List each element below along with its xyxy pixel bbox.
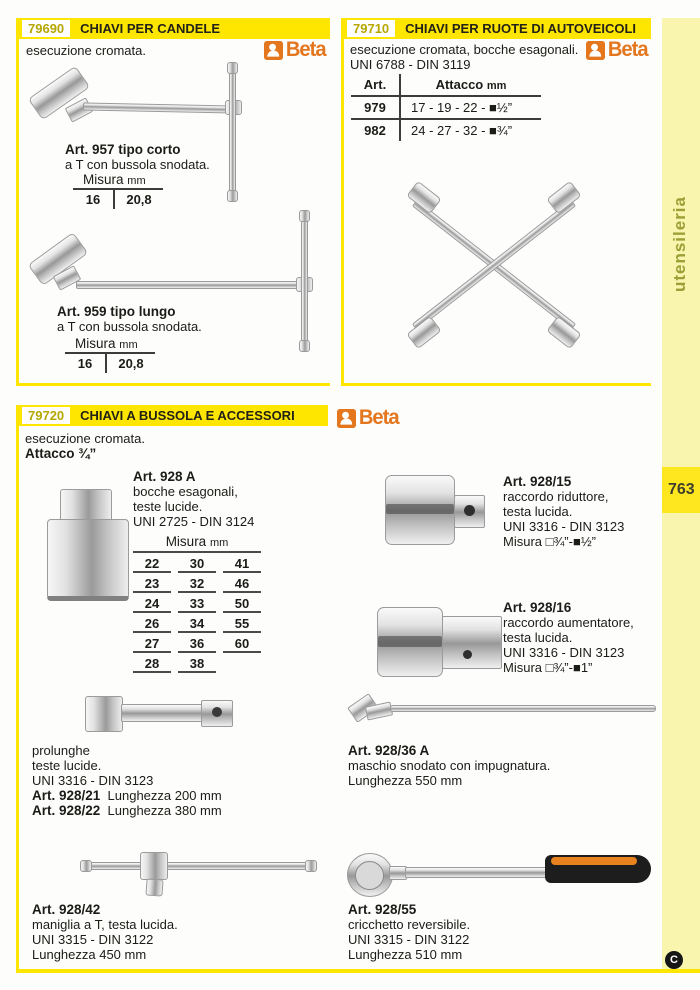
table-row xyxy=(351,97,541,120)
misura-table-959 xyxy=(65,336,155,373)
cell-attacco: 24 - 27 - 32 - ■¾” xyxy=(411,123,513,138)
ratchet-shaft-part xyxy=(405,867,547,878)
misura-value: 20,8 xyxy=(126,192,152,207)
misura-value: 33 xyxy=(178,593,216,613)
beta-icon xyxy=(337,409,356,428)
t-bar-part xyxy=(229,67,236,197)
misura-value: 22 xyxy=(133,553,171,573)
article-description: teste lucide. xyxy=(32,758,102,773)
socket-body-part xyxy=(47,519,129,601)
adapter-band-part xyxy=(386,504,454,514)
section-code: 79720 xyxy=(22,407,70,424)
article-length-row xyxy=(32,788,222,803)
article-norm: UNI 3315 - DIN 3122 xyxy=(348,932,470,947)
misura-value: 41 xyxy=(223,553,261,573)
misura-header xyxy=(65,336,155,354)
product-text-prolunghe xyxy=(32,743,222,818)
article-description: a T con bussola snodata. xyxy=(65,157,210,172)
section-subtitle: esecuzione cromata. xyxy=(26,43,146,58)
misura-value: 38 xyxy=(178,653,216,673)
misura-label: Misura xyxy=(83,172,124,187)
beta-logo xyxy=(586,38,649,62)
article-misura: Misura □¾”-■½” xyxy=(503,534,596,549)
misura-value: 32 xyxy=(178,573,216,593)
attacco-unit: mm xyxy=(486,80,507,92)
misura-values xyxy=(73,190,163,209)
beta-logo xyxy=(337,406,400,430)
socket-top-part xyxy=(60,489,112,523)
article-description: maniglia a T, testa lucida. xyxy=(32,917,178,932)
section-subtitle: esecuzione cromata. xyxy=(25,431,145,446)
misura-value: 20,8 xyxy=(118,356,144,371)
misura-value-empty xyxy=(223,653,261,671)
misura-table-957 xyxy=(73,172,163,209)
cell-attacco: 17 - 19 - 22 - ■½” xyxy=(411,100,513,115)
article-description: raccordo riduttore, xyxy=(503,489,609,504)
page-number-tab: 763 xyxy=(662,467,700,513)
article-number: Art. 959 tipo lungo xyxy=(57,304,176,319)
product-text-92855 xyxy=(348,902,470,962)
misura-value: 50 xyxy=(223,593,261,613)
extension-end-part xyxy=(85,696,123,732)
square-drive-part xyxy=(145,878,163,896)
article-number: Art. 928/21 xyxy=(32,788,101,803)
ratchet-head-inner xyxy=(355,861,384,890)
article-norm: UNI 3316 - DIN 3123 xyxy=(32,773,154,788)
misura-label: Misura xyxy=(75,336,116,351)
article-description: testa lucida. xyxy=(503,504,573,519)
section-norm: UNI 6788 - DIN 3119 xyxy=(350,57,471,72)
table-row xyxy=(351,120,541,141)
misura-value: 27 xyxy=(133,633,171,653)
misura-values xyxy=(65,354,155,373)
side-category-label: utensileria xyxy=(670,196,689,293)
attacco-table xyxy=(351,74,541,141)
side-band xyxy=(662,18,700,969)
end-cap xyxy=(227,190,238,202)
article-description: prolunghe xyxy=(32,743,90,758)
adapter-tang-part xyxy=(442,616,502,669)
article-number: Art. 928 A xyxy=(133,469,196,484)
table-header-row xyxy=(351,74,541,97)
article-misura: Misura □¾”-■1” xyxy=(503,660,593,675)
misura-unit: mm xyxy=(127,175,146,187)
beta-icon xyxy=(586,41,605,60)
rod-part xyxy=(390,705,656,712)
socket-end xyxy=(406,316,441,349)
product-image-cross-wrench xyxy=(405,176,583,354)
misura-value: 60 xyxy=(223,633,261,653)
misura-value: 16 xyxy=(73,190,115,209)
misura-unit: mm xyxy=(119,339,138,351)
section-79690 xyxy=(16,18,330,386)
end-cap xyxy=(227,62,238,74)
section-title: CHIAVI PER RUOTE DI AUTOVEICOLI xyxy=(405,21,637,36)
article-length-row xyxy=(32,803,222,818)
end-cap xyxy=(80,860,92,872)
beta-logo xyxy=(264,38,327,62)
product-text-957 xyxy=(65,142,210,172)
sliding-head-part xyxy=(140,852,168,880)
article-number: Art. 928/42 xyxy=(32,902,101,917)
article-norm: UNI 3315 - DIN 3122 xyxy=(32,932,154,947)
misura-value: 28 xyxy=(133,653,171,673)
article-length: Lunghezza 380 mm xyxy=(107,803,222,818)
article-description: raccordo aumentatore, xyxy=(503,615,634,630)
product-text-92815 xyxy=(503,474,624,549)
section-79710-header xyxy=(344,18,651,39)
t-bar-part xyxy=(301,215,308,345)
beta-wordmark: Beta xyxy=(358,406,399,429)
article-description: testa lucida. xyxy=(503,630,573,645)
ratchet-grip-stripe xyxy=(551,857,637,865)
adapter-band-part xyxy=(378,636,442,647)
article-description: maschio snodato con impugnatura. xyxy=(348,758,551,773)
article-number: Art. 928/22 xyxy=(32,803,101,818)
section-attacco: Attacco ¾” xyxy=(25,446,97,461)
product-text-92816 xyxy=(503,600,634,675)
misura-grid xyxy=(133,553,261,673)
tang-hole xyxy=(464,505,475,516)
article-description: cricchetto reversibile. xyxy=(348,917,471,932)
end-cap xyxy=(299,340,310,352)
misura-value: 30 xyxy=(178,553,216,573)
section-79720-header xyxy=(19,405,328,426)
shaft-part xyxy=(76,281,300,289)
section-code: 79690 xyxy=(22,20,70,37)
footer-c-mark-icon: C xyxy=(665,951,683,969)
misura-value: 23 xyxy=(133,573,171,593)
article-length: Lunghezza 510 mm xyxy=(348,947,463,962)
article-number: Art. 928/15 xyxy=(503,474,572,489)
article-description: a T con bussola snodata. xyxy=(57,319,202,334)
misura-unit: mm xyxy=(209,537,229,549)
misura-value: 55 xyxy=(223,613,261,633)
shaft-part xyxy=(83,102,235,113)
col-header-attacco xyxy=(401,74,541,95)
section-title: CHIAVI A BUSSOLA E ACCESSORI xyxy=(80,408,295,423)
misura-header xyxy=(133,534,261,553)
end-cap xyxy=(305,860,317,872)
product-text-92836 xyxy=(348,743,550,788)
section-79690-header xyxy=(19,18,330,39)
misura-value: 24 xyxy=(133,593,171,613)
section-79710 xyxy=(341,18,651,386)
misura-value: 46 xyxy=(223,573,261,593)
article-number: Art. 928/36 A xyxy=(348,743,430,758)
article-number: Art. 928/16 xyxy=(503,600,572,615)
article-description: teste lucide. xyxy=(133,499,203,514)
col-header-art: Art. xyxy=(351,74,401,95)
article-length: Lunghezza 550 mm xyxy=(348,773,463,788)
product-text-928a xyxy=(133,469,254,529)
socket-end xyxy=(546,316,581,349)
section-subtitle: esecuzione cromata, bocche esagonali. xyxy=(350,42,579,57)
misura-value: 34 xyxy=(178,613,216,633)
attacco-label: Attacco xyxy=(435,77,484,92)
misura-value: 36 xyxy=(178,633,216,653)
tang-hole xyxy=(463,650,472,659)
extension-hole xyxy=(212,707,222,717)
cell-art: 979 xyxy=(351,97,401,118)
section-79720 xyxy=(16,405,660,970)
extension-shaft-part xyxy=(121,704,203,722)
misura-value: 16 xyxy=(65,354,107,373)
article-number: Art. 957 tipo corto xyxy=(65,142,181,157)
footer-rule xyxy=(16,969,700,973)
article-number: Art. 928/55 xyxy=(348,902,417,917)
misura-label: Misura xyxy=(165,534,207,549)
article-length: Lunghezza 200 mm xyxy=(107,788,222,803)
article-description: bocche esagonali, xyxy=(133,484,238,499)
misura-table-928a xyxy=(133,534,261,673)
article-norm: UNI 3316 - DIN 3123 xyxy=(503,645,625,660)
misura-value: 26 xyxy=(133,613,171,633)
t-handle-bar-part xyxy=(85,862,310,870)
beta-icon xyxy=(264,41,283,60)
misura-header xyxy=(73,172,163,190)
article-norm: UNI 2725 - DIN 3124 xyxy=(133,514,255,529)
end-cap xyxy=(299,210,310,222)
article-norm: UNI 3316 - DIN 3123 xyxy=(503,519,625,534)
section-code: 79710 xyxy=(347,20,395,37)
cell-art: 982 xyxy=(351,120,401,141)
product-text-92842 xyxy=(32,902,178,962)
socket-end xyxy=(406,181,441,214)
socket-end xyxy=(546,181,581,214)
product-text-959 xyxy=(57,304,202,334)
article-length: Lunghezza 450 mm xyxy=(32,947,147,962)
section-title: CHIAVI PER CANDELE xyxy=(80,21,221,36)
beta-wordmark: Beta xyxy=(608,38,649,61)
beta-wordmark: Beta xyxy=(286,38,327,61)
